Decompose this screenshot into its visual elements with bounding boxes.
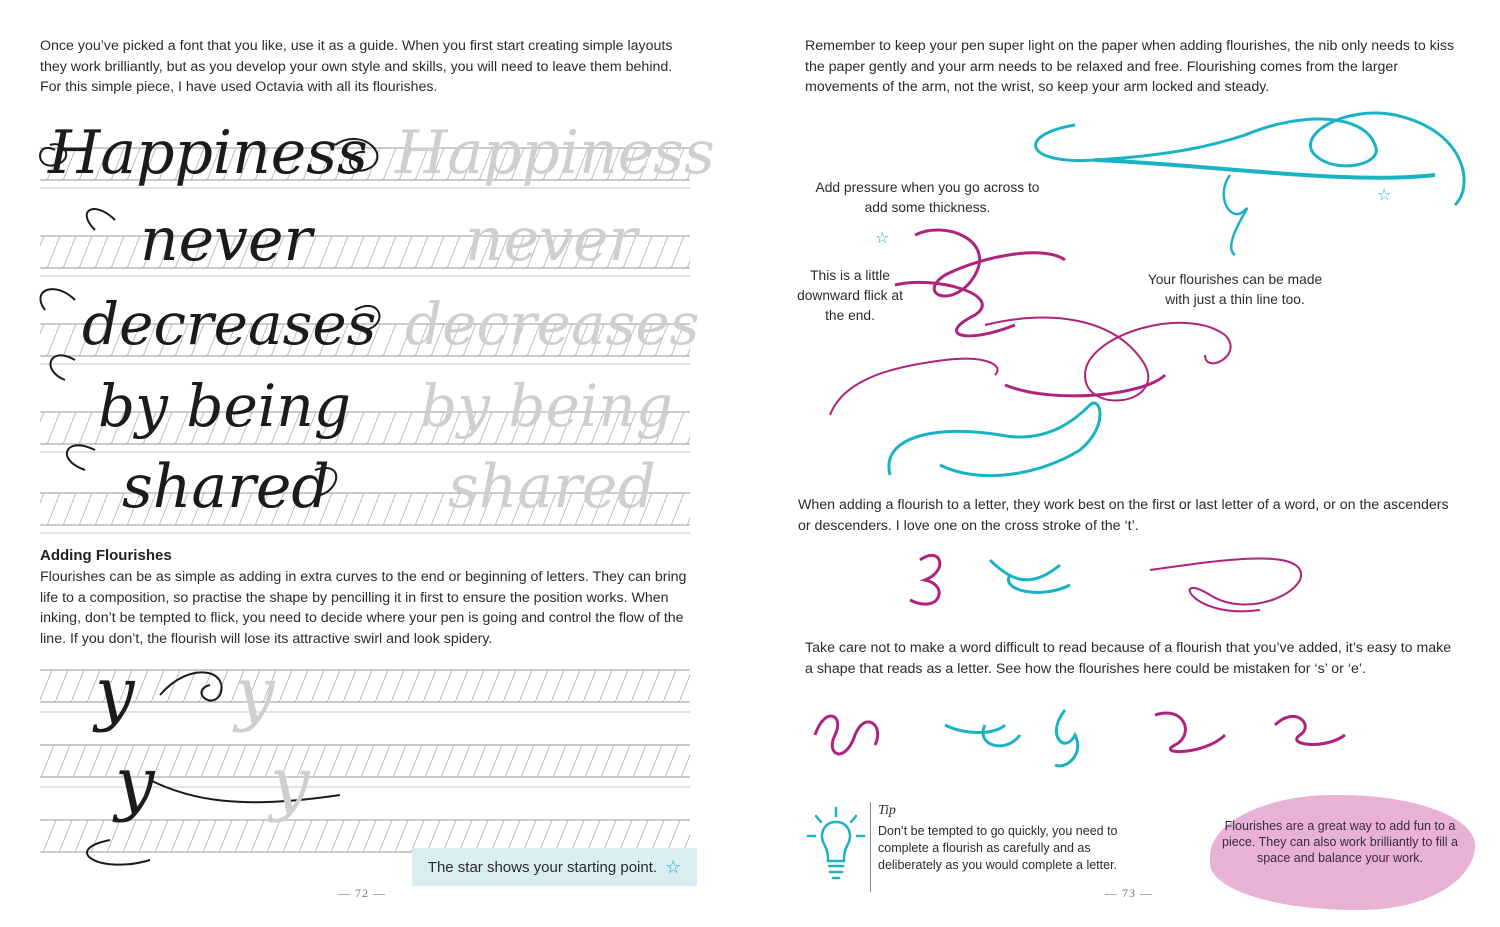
- flourish-illustration-teal-low: [880, 395, 1140, 485]
- script-line-by-being-guide: by being: [420, 372, 673, 440]
- page-number-72: — 72 —: [338, 886, 386, 900]
- star-icon: ☆: [665, 856, 682, 877]
- script-line-shared: shared: [122, 452, 330, 522]
- blob-callout-text: Flourishes are a great way to add fun to a piece. They can also work brilliantly to fill a space and balance your work.: [1222, 819, 1458, 865]
- letter-flourish-paragraph: When adding a flourish to a letter, they work best on the first or last letter of a word, or on the ascenders or descenders. I love one on the cross stroke of the ‘t’.: [798, 497, 1449, 534]
- script-line-decreases: decreases: [82, 290, 377, 358]
- practice-letter-y-2-guide: y: [270, 742, 310, 824]
- svg-text:☆: ☆: [875, 228, 890, 247]
- lightbulb-icon: [806, 806, 866, 886]
- right-page: [750, 0, 1500, 927]
- right-intro-paragraph: Remember to keep your pen super light on the paper when adding flourishes, the nib only needs to kiss the paper gently and your arm needs to be relaxed and free. Flourishing comes from the larger movements of the arm, not the wrist, so keep your arm locked and steady.: [805, 38, 1455, 95]
- flourish-swirls: [35, 130, 395, 530]
- practice-letter-y-2: y: [115, 742, 155, 824]
- script-line-shared-guide: shared: [448, 452, 656, 522]
- script-line-happiness-guide: Happiness: [395, 118, 715, 188]
- tip-box-text: The star shows your starting point.: [427, 858, 658, 876]
- starting-point-tip: [412, 848, 697, 886]
- script-line-decreases-guide: decreases: [405, 290, 700, 358]
- script-line-never-guide: never: [465, 205, 638, 275]
- tip-body: Don’t be tempted to go quickly, you need to complete a flourish as carefully and as deliberately as you would complete a letter.: [878, 824, 1118, 872]
- script-line-by-being: by being: [98, 372, 351, 440]
- section-body-paragraph: Flourishes can be as simple as adding in extra curves to the end or beginning of letters. They can bring life to a composition, so practise the shape by pencilling it in first to ensure the position works. When inking, don’t be tempted to flick, you need to decide where your pen is going and control the flow of the line. If you don’t, the flourish will lose its attractive swirl and look spidery.: [40, 569, 687, 647]
- section-heading: Adding Flourishes: [40, 547, 172, 564]
- script-line-never: never: [140, 205, 313, 275]
- tip-heading: Tip: [878, 803, 896, 818]
- mistaken-letter-examples: [805, 695, 1365, 775]
- letter-flourish-examples: [900, 540, 1380, 630]
- callout-add-pressure: Add pressure when you go across to add some thickness.: [815, 180, 1040, 215]
- page-number-73: — 73 —: [1105, 886, 1153, 900]
- tip-divider: [870, 802, 871, 892]
- callout-thin-line: Your flourishes can be made with just a thin line too.: [1147, 272, 1323, 307]
- callout-downward-flick: This is a little downward flick at the end.: [797, 268, 903, 323]
- care-paragraph: Take care not to make a word difficult to read because of a flourish that you’ve added, it’s easy to make a shape that reads as a letter. See how the flourishes here could be mistaken for ‘s’ or ‘e’.: [805, 640, 1452, 677]
- left-intro-paragraph: Once you’ve picked a font that you like, use it as a guide. When you first start creating simple layouts they work brilliantly, but as you develop your own style and skills, you will need to leave them behind. For this simple piece, I have used Octavia with all its flourishes.: [40, 38, 673, 95]
- practice-letter-y-1: y: [95, 652, 135, 734]
- svg-text:☆: ☆: [1377, 185, 1392, 204]
- script-line-happiness: Happiness: [48, 118, 368, 188]
- practice-letter-y-1-guide: y: [235, 652, 275, 734]
